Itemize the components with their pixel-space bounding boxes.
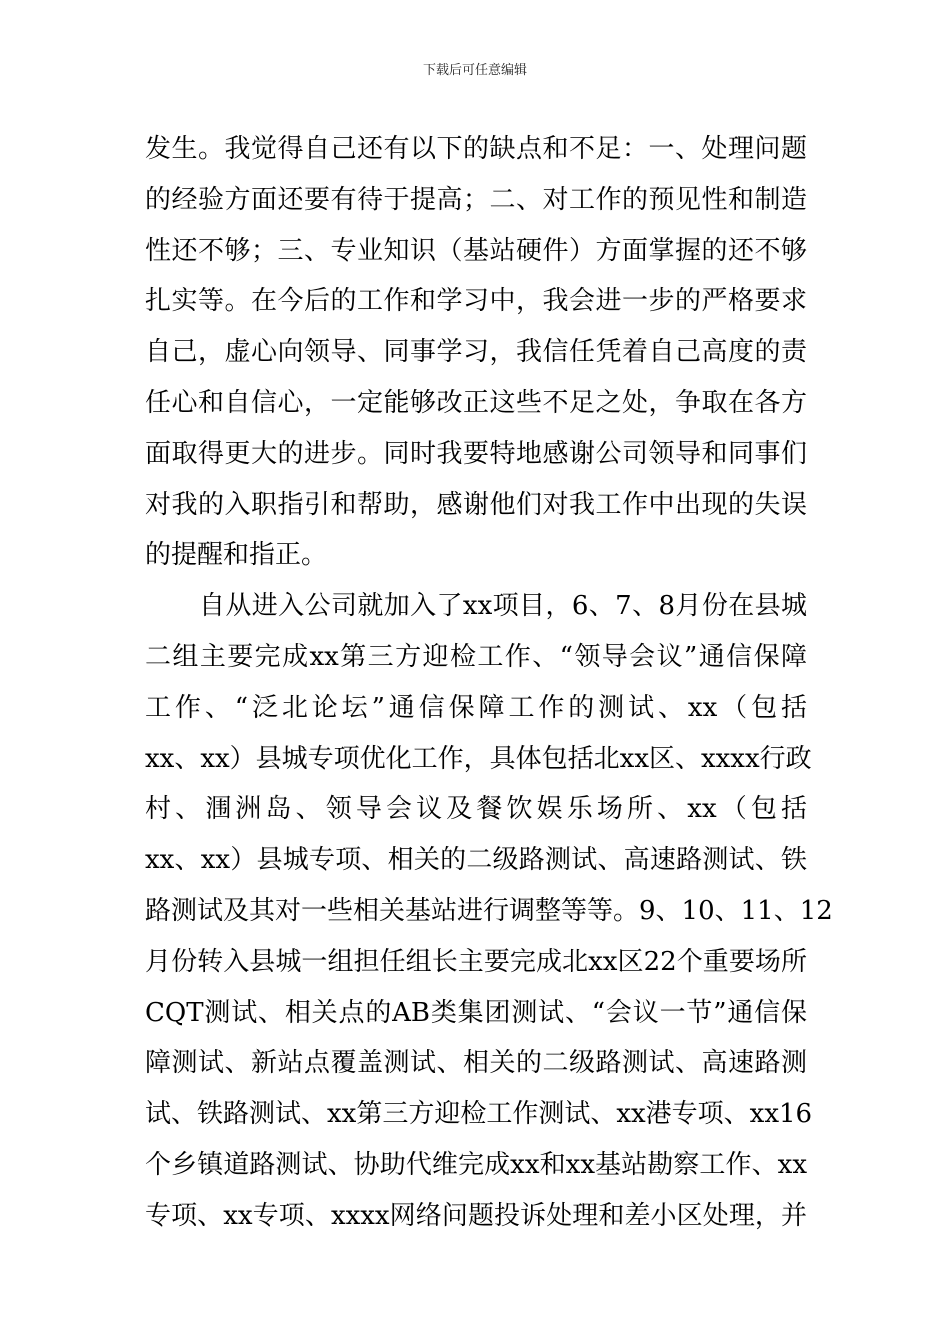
text-line: 障测试、新站点覆盖测试、相关的二级路测试、高速路测 bbox=[145, 1048, 807, 1079]
text-line: 发生。我觉得自己还有以下的缺点和不足：一、处理问题 bbox=[145, 134, 807, 164]
text-line: 自己，虚心向领导、同事学习，我信任凭着自己高度的责 bbox=[145, 337, 807, 368]
text-line: xx、xx）县城专项、相关的二级路测试、高速路测试、铁 bbox=[145, 845, 807, 876]
text-line: 对我的入职指引和帮助，感谢他们对我工作中出现的失误 bbox=[145, 489, 807, 520]
text-line: 面取得更大的进步。同时我要特地感谢公司领导和同事们 bbox=[145, 438, 807, 469]
text-line: 任心和自信心，一定能够改正这些不足之处，争取在各方 bbox=[145, 387, 807, 418]
page-header-note: 下载后可任意编辑 bbox=[422, 63, 527, 78]
paragraph-2 bbox=[145, 581, 833, 1241]
text-line: 的提醒和指正。 bbox=[145, 540, 328, 571]
text-line: 个乡镇道路测试、协助代维完成xx和xx基站勘察工作、xx bbox=[145, 1149, 807, 1180]
paragraph-1 bbox=[145, 124, 807, 581]
text-line: CQT测试、相关点的AB类集团测试、“会议一节”通信保 bbox=[145, 997, 807, 1028]
text-line: 性还不够；三、专业知识（基站硬件）方面掌握的还不够 bbox=[145, 235, 807, 266]
document-body bbox=[145, 124, 833, 1242]
text-line: 路测试及其对一些相关基站进行调整等等。9、10、11、12 bbox=[145, 895, 833, 926]
text-line: 工作、“泛北论坛”通信保障工作的测试、xx（包括 bbox=[145, 692, 807, 723]
text-line: xx、xx）县城专项优化工作，具体包括北xx区、xxxx行政 bbox=[145, 743, 812, 774]
text-line: 试、铁路测试、xx第三方迎检工作测试、xx港专项、xx16 bbox=[145, 1099, 813, 1130]
text-line: 的经验方面还要有待于提高；二、对工作的预见性和制造 bbox=[145, 184, 807, 215]
text-line: 村、涠洲岛、领导会议及餐饮娱乐场所、xx（包括 bbox=[145, 794, 807, 825]
text-line: 月份转入县城一组担任组长主要完成北xx区22个重要场所 bbox=[145, 946, 807, 977]
text-line: 专项、xx专项、xxxx网络问题投诉处理和差小区处理，并 bbox=[145, 1200, 807, 1231]
text-line: 二组主要完成xx第三方迎检工作、“领导会议”通信保障 bbox=[145, 641, 807, 672]
text-line: 扎实等。在今后的工作和学习中，我会进一步的严格要求 bbox=[145, 286, 807, 317]
text-line: 自从进入公司就加入了xx项目，6、7、8月份在县城 bbox=[199, 591, 807, 622]
